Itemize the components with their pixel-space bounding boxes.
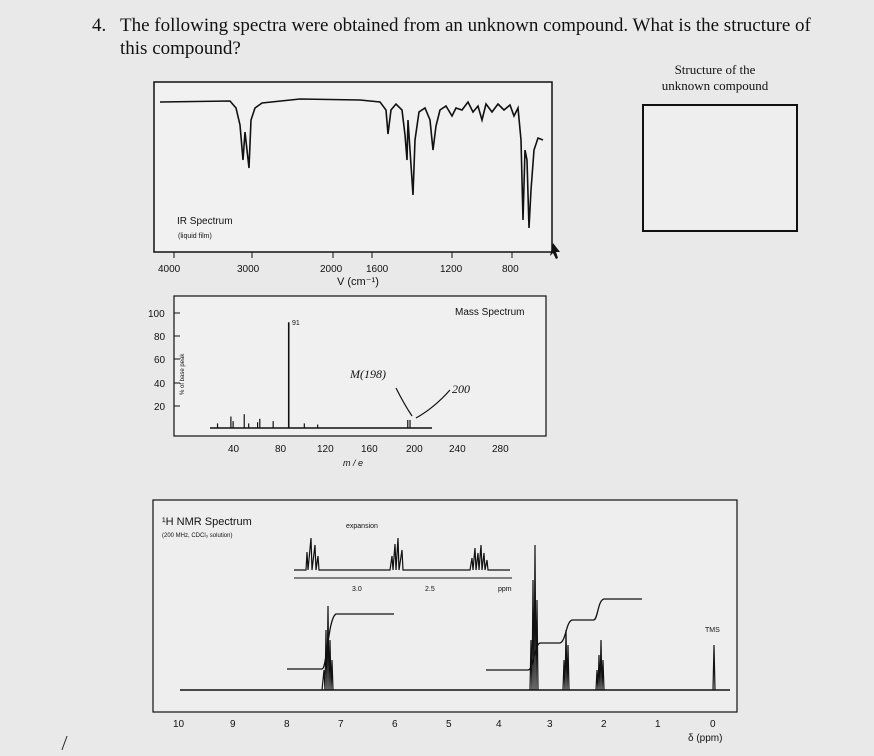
nmr-expansion-tick: 3.0	[352, 586, 362, 593]
nmr-x-tick: 9	[230, 719, 236, 730]
mass-x-tick: 240	[449, 444, 466, 455]
nmr-expansion-label: expansion	[346, 523, 378, 530]
mass-y-tick: 40	[154, 379, 166, 390]
ir-title: IR Spectrum	[177, 216, 233, 227]
mass-peak-label: 91	[292, 320, 300, 327]
ir-x-label: V (cm⁻¹)	[337, 276, 379, 288]
structure-label-line2: unknown compound	[661, 78, 769, 93]
ir-x-tick: 2000	[320, 264, 343, 275]
ir-x-tick: 4000	[158, 264, 181, 275]
mass-x-tick: 40	[228, 444, 240, 455]
mass-x-tick: 80	[275, 444, 287, 455]
mass-annotation-m: M(198)	[350, 367, 386, 381]
nmr-x-tick-labels	[173, 719, 716, 730]
nmr-tms-label: TMS	[705, 627, 720, 634]
ir-subtitle: (liquid film)	[178, 233, 212, 240]
nmr-x-tick: 0	[710, 719, 716, 730]
nmr-x-tick: 7	[338, 719, 344, 730]
nmr-frame	[153, 500, 737, 712]
nmr-x-tick: 2	[601, 719, 607, 730]
mass-y-tick: 20	[154, 402, 166, 413]
mass-x-label: m / e	[343, 458, 364, 468]
question-text-line1: The following spectra were obtained from an unknown compound. What is the structure of	[120, 15, 811, 36]
ir-x-tick: 800	[502, 264, 519, 275]
question-text-line2: this compound?	[120, 38, 241, 59]
question-number: 4.	[92, 15, 107, 36]
nmr-x-tick: 1	[655, 719, 661, 730]
ir-x-tick: 1200	[440, 264, 463, 275]
nmr-x-label: δ (ppm)	[688, 733, 723, 744]
mass-y-tick: 100	[148, 309, 165, 320]
nmr-x-tick: 6	[392, 719, 398, 730]
nmr-expansion-tick: ppm	[498, 586, 512, 593]
mass-title: Mass Spectrum	[455, 307, 525, 318]
mass-x-tick: 120	[317, 444, 334, 455]
nmr-expansion-tick: 2.5	[425, 586, 435, 593]
ir-x-tick: 1600	[366, 264, 389, 275]
nmr-conditions: (200 MHz, CDCl₃ solution)	[162, 533, 233, 539]
nmr-x-tick: 3	[547, 719, 553, 730]
mass-annotation-200: 200	[452, 382, 470, 396]
nmr-x-tick: 5	[446, 719, 452, 730]
nmr-x-tick: 8	[284, 719, 290, 730]
mass-y-tick: 80	[154, 332, 166, 343]
nmr-x-tick: 4	[496, 719, 502, 730]
mass-y-label: % of base peak	[180, 353, 186, 395]
nmr-x-tick: 10	[173, 719, 185, 730]
ir-x-tick: 3000	[237, 264, 260, 275]
nmr-title: ¹H NMR Spectrum	[162, 516, 252, 528]
structure-label-line1: Structure of the	[674, 62, 756, 77]
mass-x-tick: 280	[492, 444, 509, 455]
mass-x-tick: 160	[361, 444, 378, 455]
mass-x-tick: 200	[406, 444, 423, 455]
mass-y-tick: 60	[154, 355, 166, 366]
